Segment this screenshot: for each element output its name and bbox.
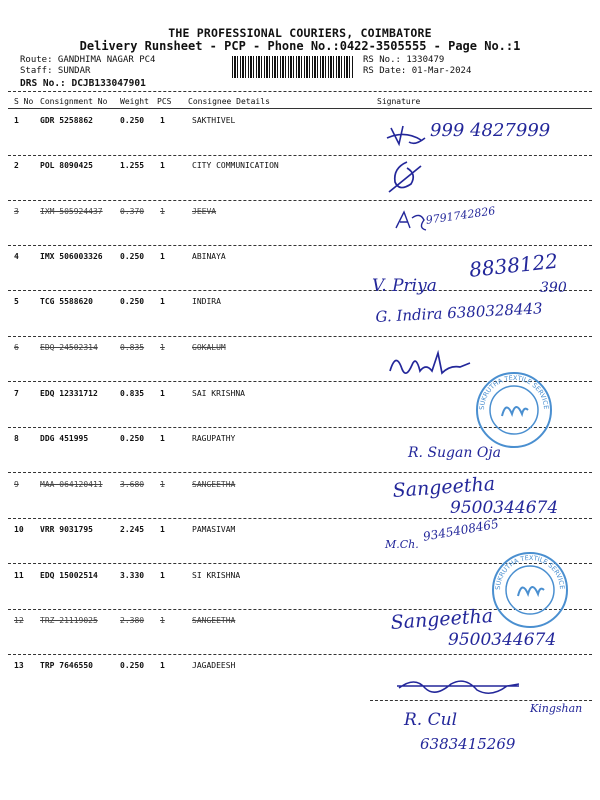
handwriting-row-8: R. Sugan Oja xyxy=(408,445,501,461)
row-1-rule xyxy=(8,155,592,156)
row-9-consignee: SANGEETHA xyxy=(192,480,236,489)
row-11-weight: 3.330 xyxy=(120,571,145,580)
row-2-consignment: POL 8090425 xyxy=(40,161,93,170)
row-2-sno: 2 xyxy=(14,161,19,170)
handwriting-row-13-note: Kingshan xyxy=(530,702,583,715)
handwriting-row-13-name: R. Cul xyxy=(404,710,458,730)
handwriting-row-9-number: 9500344674 xyxy=(450,498,559,518)
row-5-sno: 5 xyxy=(14,297,19,306)
row-8-rule xyxy=(8,472,592,473)
row-2-consignee: CITY COMMUNICATION xyxy=(192,161,279,170)
handwriting-row-3: 9791742826 xyxy=(425,204,497,227)
staff-label: Staff: SUNDAR xyxy=(20,66,91,76)
column-header-weight: Weight xyxy=(120,97,149,106)
row-9-rule xyxy=(8,518,592,519)
signature-scribble-1 xyxy=(385,120,435,150)
row-3-rule xyxy=(8,245,592,246)
row-12-rule xyxy=(8,654,592,655)
row-6-consignment: EDQ 24502314 xyxy=(40,343,98,352)
row-13-consignee: JAGADEESH xyxy=(192,661,236,670)
row-3-pcs: 1 xyxy=(160,207,165,216)
handwriting-row-13-number: 6383415269 xyxy=(420,735,516,753)
row-6-pcs: 1 xyxy=(160,343,165,352)
row-8-consignment: DDG 451995 xyxy=(40,434,89,443)
row-7-sno: 7 xyxy=(14,389,19,398)
row-9-weight: 3.680 xyxy=(120,480,145,489)
row-5-pcs: 1 xyxy=(160,297,165,306)
signature-scribble-6 xyxy=(386,345,476,385)
handwriting-row-1: 999 4827999 xyxy=(430,120,551,141)
row-5-consignee: INDIRA xyxy=(192,297,221,306)
row-10-consignment: VRR 9031795 xyxy=(40,525,93,534)
row-2-weight: 1.255 xyxy=(120,161,145,170)
row-9-pcs: 1 xyxy=(160,480,165,489)
document-subtitle: Delivery Runsheet - PCP - Phone No.:0422-3505555 - Page No.:1 xyxy=(79,39,521,53)
handwriting-row-12-name: Sangeetha xyxy=(390,604,494,634)
row-13-pcs: 1 xyxy=(160,661,165,670)
company-stamp-2 xyxy=(487,544,570,630)
row-12-weight: 2.380 xyxy=(120,616,145,625)
row-4-pcs: 1 xyxy=(160,252,165,261)
rs-number: RS No.: 1330479 xyxy=(363,55,445,65)
row-4-weight: 0.250 xyxy=(120,252,145,261)
row-11-sno: 11 xyxy=(14,571,24,580)
row-1-consignment: GDR 5258862 xyxy=(40,116,93,125)
handwriting-row-10-name: M.Ch. xyxy=(385,538,419,551)
row-7-pcs: 1 xyxy=(160,389,165,398)
column-header-signature: Signature xyxy=(377,97,421,106)
row-9-sno: 9 xyxy=(14,480,19,489)
signature-scribble-13 xyxy=(395,672,525,702)
drs-number: DRS No.: DCJB133047901 xyxy=(20,78,146,89)
row-2-pcs: 1 xyxy=(160,161,165,170)
row-7-consignment: EDQ 12331712 xyxy=(40,389,98,398)
row-3-consignment: IXM 505924437 xyxy=(40,207,103,216)
row-8-sno: 8 xyxy=(14,434,19,443)
row-10-pcs: 1 xyxy=(160,525,165,534)
row-8-pcs: 1 xyxy=(160,434,165,443)
row-3-weight: 0.370 xyxy=(120,207,145,216)
row-5-weight: 0.250 xyxy=(120,297,145,306)
rs-date: RS Date: 01-Mar-2024 xyxy=(363,66,472,76)
handwriting-row-10-number: 9345408465 xyxy=(422,516,500,544)
row-4-rule xyxy=(8,290,592,291)
row-11-consignment: EDQ 15002514 xyxy=(40,571,98,580)
handwriting-row-12-number: 9500344674 xyxy=(448,630,557,650)
row-11-consignee: SI KRISHNA xyxy=(192,571,241,580)
row-12-sno: 12 xyxy=(14,616,24,625)
document-title: THE PROFESSIONAL COURIERS, COIMBATORE xyxy=(168,26,432,40)
column-header-pcs: PCS xyxy=(157,97,172,106)
row-6-weight: 0.835 xyxy=(120,343,145,352)
stamp-text: SUKRUTHA TEXTILE SERVICES xyxy=(471,364,551,411)
row-13-consignment: TRP 7646550 xyxy=(40,661,93,670)
handwriting-row-9-name: Sangeetha xyxy=(392,472,496,502)
row-7-weight: 0.835 xyxy=(120,389,145,398)
row-12-consignee: SANGEETHA xyxy=(192,616,236,625)
header-bottom-rule xyxy=(8,108,592,109)
row-11-pcs: 1 xyxy=(160,571,165,580)
handwriting-row-4-extra: 390 xyxy=(540,280,567,296)
row-3-sno: 3 xyxy=(14,207,19,216)
route-label: Route: GANDHIMA NAGAR PC4 xyxy=(20,55,156,65)
row-4-consignment: IMX 506003326 xyxy=(40,252,103,261)
row-12-consignment: TRZ 21119025 xyxy=(40,616,98,625)
company-stamp xyxy=(471,364,554,450)
row-13-sno: 13 xyxy=(14,661,24,670)
row-6-consignee: GOKALUM xyxy=(192,343,226,352)
column-header-consignee: Consignee Details xyxy=(188,97,270,106)
row-12-pcs: 1 xyxy=(160,616,165,625)
signature-scribble-2 xyxy=(385,158,430,198)
row-5-rule xyxy=(8,336,592,337)
handwriting-row-4-number: 8838122 xyxy=(468,248,560,282)
row-10-sno: 10 xyxy=(14,525,24,534)
signature-scribble-3 xyxy=(392,208,428,234)
row-2-rule xyxy=(8,200,592,201)
row-5-consignment: TCG 5588620 xyxy=(40,297,93,306)
row-3-consignee: JEEVA xyxy=(192,207,217,216)
row-1-sno: 1 xyxy=(14,116,19,125)
row-4-sno: 4 xyxy=(14,252,19,261)
row-10-consignee: PAMASIVAM xyxy=(192,525,236,534)
row-10-weight: 2.245 xyxy=(120,525,145,534)
row-7-consignee: SAI KRISHNA xyxy=(192,389,245,398)
row-1-pcs: 1 xyxy=(160,116,165,125)
column-header-sno: S No xyxy=(14,97,34,106)
row-6-sno: 6 xyxy=(14,343,19,352)
row-1-weight: 0.250 xyxy=(120,116,145,125)
handwriting-row-5: G. Indira 6380328443 xyxy=(375,299,544,326)
handwriting-row-4-name: V. Priya xyxy=(372,276,437,296)
row-8-consignee: RAGUPATHY xyxy=(192,434,236,443)
row-13-weight: 0.250 xyxy=(120,661,145,670)
row-1-consignee: SAKTHIVEL xyxy=(192,116,236,125)
barcode xyxy=(232,56,354,78)
row-8-weight: 0.250 xyxy=(120,434,145,443)
row-4-consignee: ABINAYA xyxy=(192,252,226,261)
row-9-consignment: MAA 064120411 xyxy=(40,480,103,489)
column-header-consignment: Consignment No xyxy=(40,97,108,106)
stamp-text-2: SUKRUTHA TEXTILE SERVICES xyxy=(487,544,567,591)
header-top-rule xyxy=(8,91,592,92)
